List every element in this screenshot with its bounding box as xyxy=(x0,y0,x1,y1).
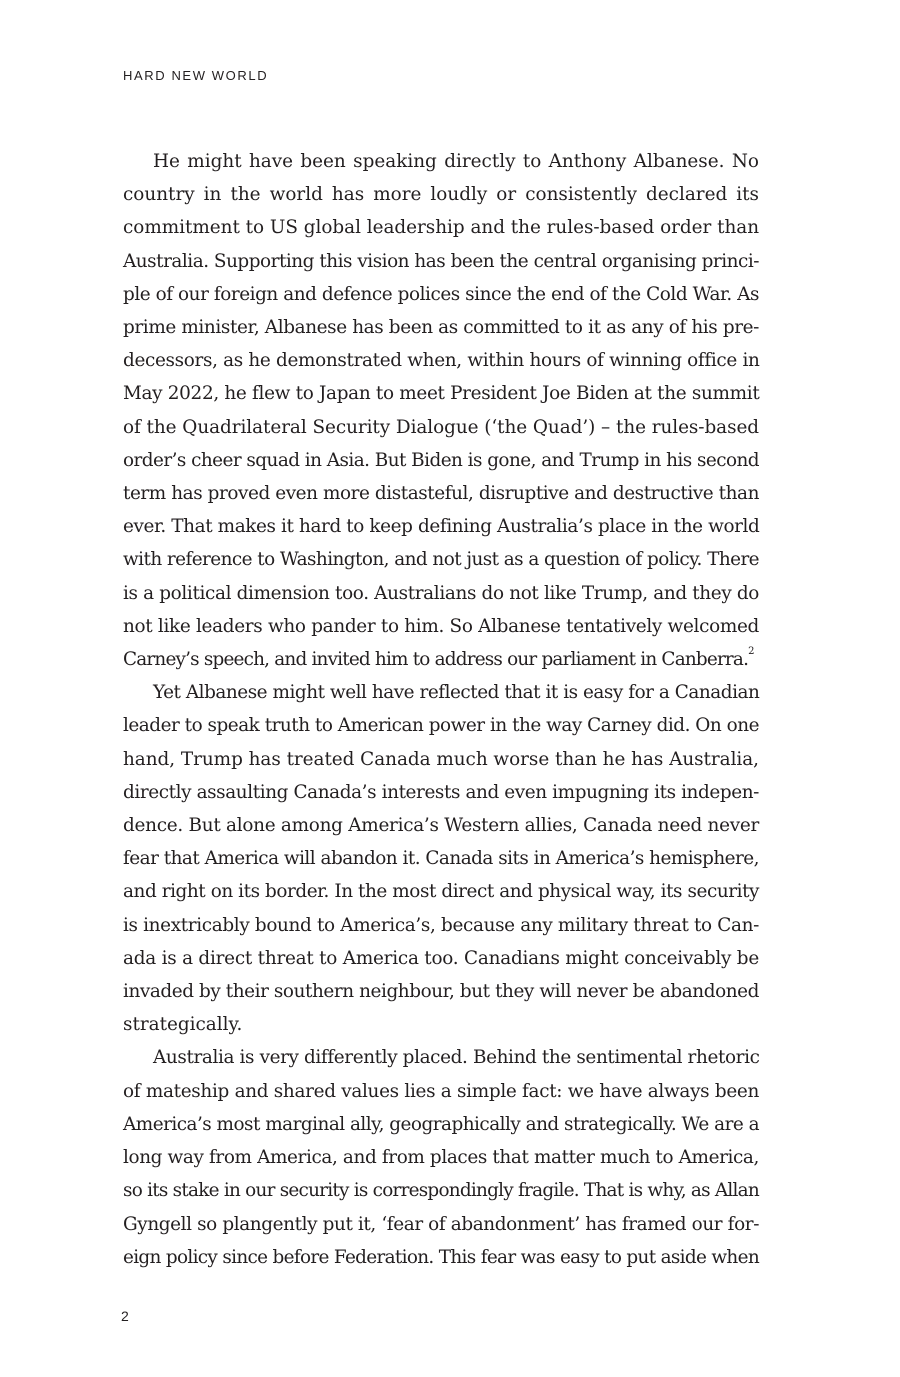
text-line: long way from America, and from places that matter much to America, xyxy=(123,1147,759,1169)
running-head: HARD NEW WORLD xyxy=(123,68,269,83)
text-line: commitment to US global leadership and the rules-based order than xyxy=(123,217,760,239)
text-line: of mateship and shared values lies a simple fact: we have always been xyxy=(123,1080,760,1102)
text-line-last: strategically. xyxy=(123,1014,243,1036)
text-line: Gyngell so plangently put it, ‘fear of abandonment’ has framed our for- xyxy=(123,1213,760,1235)
text-line: and right on its border. In the most direct and physical way, its security xyxy=(123,881,759,903)
body-text xyxy=(123,145,759,1274)
text-line: order’s cheer squad in Asia. But Biden is gone, and Trump in his second xyxy=(123,449,760,471)
text-line: not like leaders who pander to him. So Albanese tentatively welcomed xyxy=(123,615,759,637)
text-line-last xyxy=(123,643,759,676)
text-line: fear that America will abandon it. Canada sits in America’s hemisphere, xyxy=(123,848,759,870)
text-line: directly assaulting Canada’s interests and even impugning its indepen- xyxy=(123,781,760,803)
text-line: ever. That makes it hard to keep defining Australia’s place in the world xyxy=(123,516,760,538)
text-line: dence. But alone among America’s Western allies, Canada need never xyxy=(123,815,759,837)
text-line: He might have been speaking directly to Anthony Albanese. No xyxy=(153,151,759,172)
text-line: with reference to Washington, and not just as a question of policy. There xyxy=(123,549,760,571)
text-line: so its stake in our security is correspondingly fragile. That is why, as Allan xyxy=(123,1180,759,1202)
text-line: leader to speak truth to American power in the way Carney did. On one xyxy=(123,715,759,737)
paragraph-1 xyxy=(123,145,759,676)
text-line: of the Quadrilateral Security Dialogue (‘the Quad’) – the rules-based xyxy=(123,416,759,438)
text-line-content: Carney’s speech, and invited him to address our parliament in Canberra. xyxy=(123,649,749,671)
text-line: is a political dimension too. Australians do not like Trump, and they do xyxy=(123,582,760,604)
text-line: ada is a direct threat to America too. Canadians might conceivably be xyxy=(123,947,759,969)
text-line: country in the world has more loudly or consistently declared its xyxy=(123,184,759,206)
text-line: invaded by their southern neighbour, but they will never be abandoned xyxy=(123,981,759,1003)
text-line: May 2022, he flew to Japan to meet President Joe Biden at the summit xyxy=(123,383,760,405)
paragraph-2 xyxy=(123,676,759,1041)
footnote-marker: 2 xyxy=(748,646,754,658)
text-line: hand, Trump has treated Canada much worse than he has Australia, xyxy=(123,748,759,770)
text-line: decessors, as he demonstrated when, within hours of winning office in xyxy=(123,350,760,372)
text-line: prime minister, Albanese has been as committed to it as any of his pre- xyxy=(123,317,759,339)
text-line: Australia is very differently placed. Behind the sentimental rhetoric xyxy=(153,1047,760,1069)
text-line: ple of our foreign and defence polices since the end of the Cold War. As xyxy=(123,283,759,305)
text-line: eign policy since before Federation. This fear was easy to put aside when xyxy=(123,1246,759,1268)
text-line: America’s most marginal ally, geographically and strategically. We are a xyxy=(123,1113,760,1135)
text-line: Australia. Supporting this vision has been the central organising princi- xyxy=(123,250,759,272)
text-line: Yet Albanese might well have reflected that it is easy for a Canadian xyxy=(153,682,760,704)
page-number: 2 xyxy=(121,1308,129,1324)
text-line: is inextricably bound to America’s, because any military threat to Can- xyxy=(123,914,760,936)
paragraph-3 xyxy=(123,1041,759,1273)
text-line: term has proved even more distasteful, disruptive and destructive than xyxy=(123,483,760,505)
